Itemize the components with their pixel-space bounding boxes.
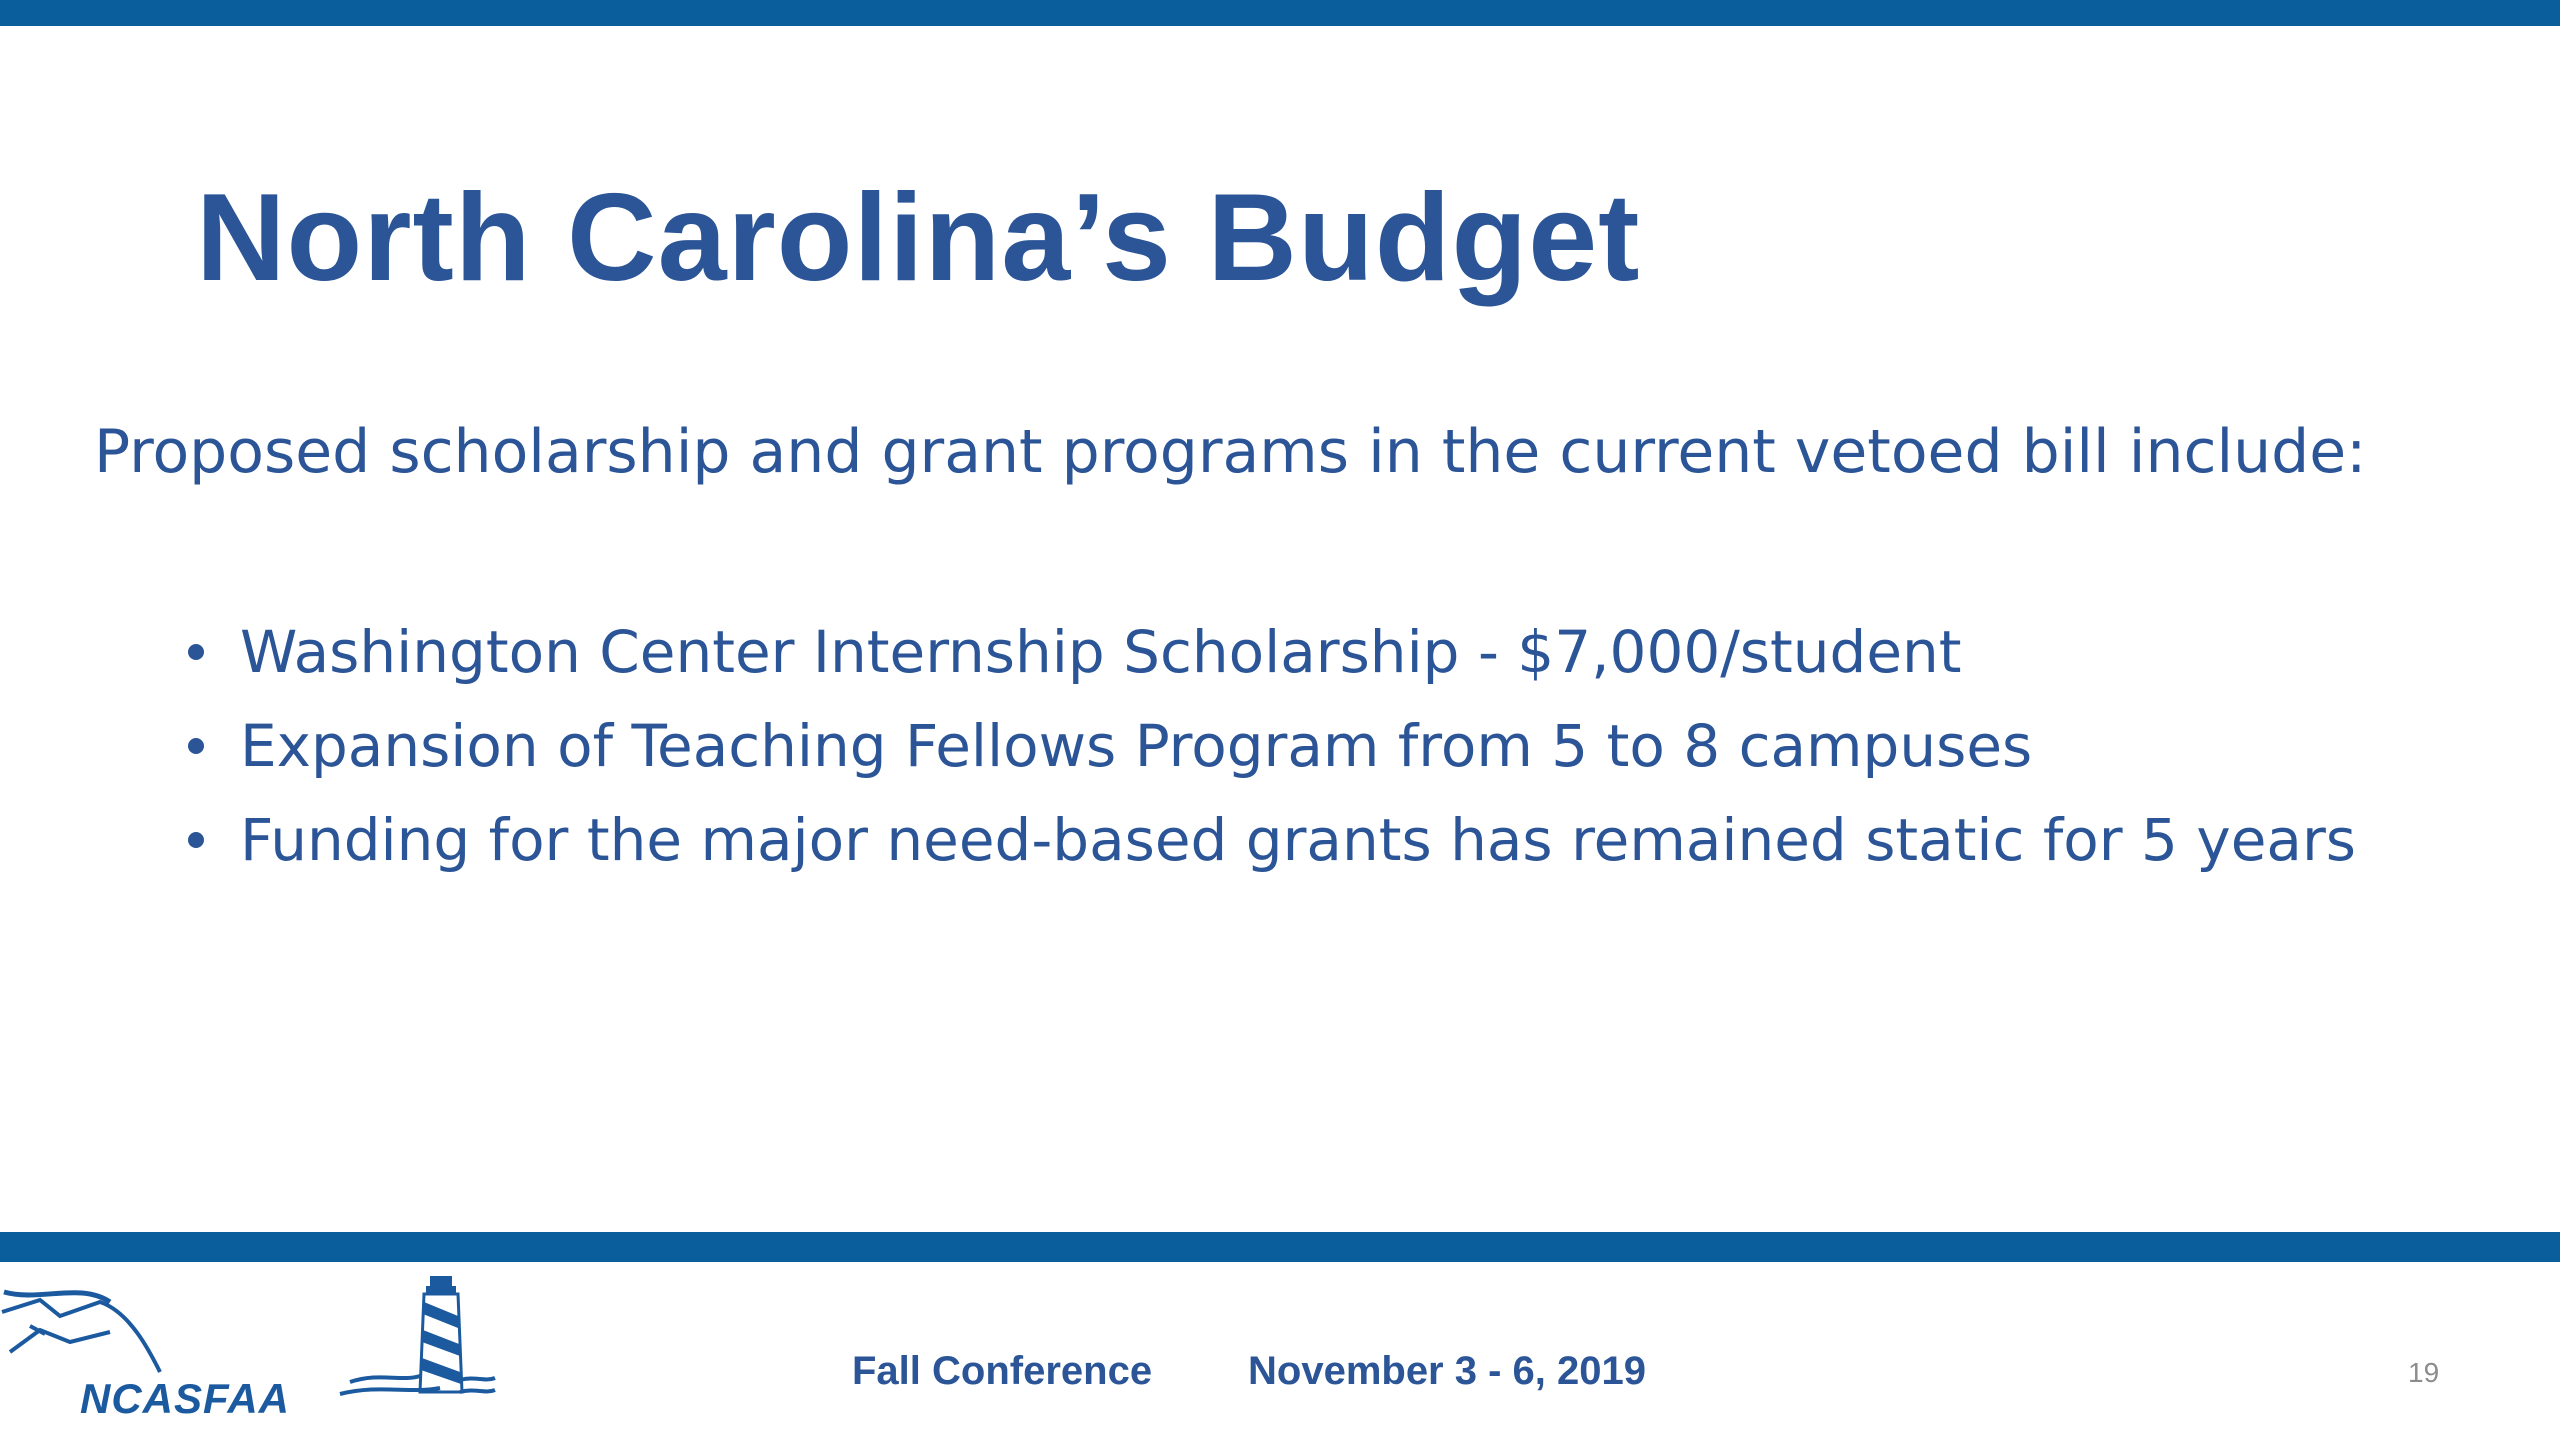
bullet-item <box>178 706 2356 800</box>
bullet-text: Funding for the major need-based grants has remained static for 5 years <box>240 806 2357 874</box>
bottom-accent-bar <box>0 1232 2560 1262</box>
footer-event-dates: November 3 - 6, 2019 <box>1248 1349 1646 1393</box>
bullet-dot-icon <box>188 738 204 754</box>
page-number: 19 <box>2408 1357 2440 1388</box>
top-accent-bar <box>0 0 2560 26</box>
logo-wordmark: NCASFAA <box>80 1375 291 1422</box>
bullet-item <box>178 800 2356 894</box>
footer-event-name: Fall Conference <box>852 1349 1153 1393</box>
bullet-item <box>178 612 2356 706</box>
bullet-text: Washington Center Internship Scholarship - $7,000/student <box>240 618 1962 686</box>
bullet-dot-icon <box>188 644 204 660</box>
intro-text: Proposed scholarship and grant programs in the current vetoed bill include: <box>94 417 2367 487</box>
bullet-text: Expansion of Teaching Fellows Program from 5 to 8 campuses <box>240 712 2033 780</box>
slide-title: North Carolina’s Budget <box>196 169 1641 307</box>
bullet-dot-icon <box>188 832 204 848</box>
bullet-list <box>178 612 2356 894</box>
